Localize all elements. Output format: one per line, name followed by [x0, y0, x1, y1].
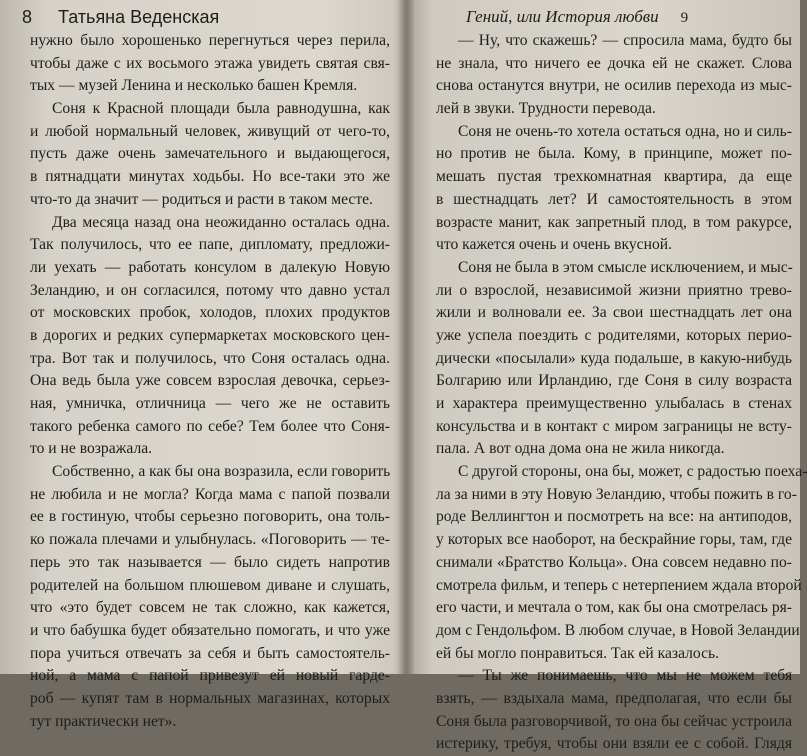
- text-line: ли о взрослой, независимой жизни приятно трево-: [436, 281, 792, 299]
- text-line: Два месяца назад она неожиданно осталась одна.: [52, 213, 390, 231]
- right-running-head: [466, 4, 688, 30]
- text-line: не знала, что ничего ее дочка ей не скажет. Слова: [436, 54, 792, 72]
- text-line: взять, — вздыхала мама, предполагая, что если бы: [436, 689, 792, 707]
- text-line: тут практически нет».: [30, 712, 177, 730]
- text-line: Соня к Красной площади была равнодушна, как: [52, 100, 390, 118]
- text-line: что кажется очень и очень вкусной.: [436, 236, 672, 254]
- right-book-title: Гений, или История любви: [466, 7, 659, 26]
- right-page: [410, 0, 807, 753]
- text-line: не любила и не могла? Когда мама с папой позвали: [30, 485, 390, 503]
- text-line: — Ну, что скажешь? — спросила мама, будто бы: [458, 32, 792, 49]
- text-line: пала. А вот одна дома она не жила никогда.: [436, 440, 725, 458]
- text-line: родителей на большом плюшевом диване и слушать,: [30, 576, 390, 594]
- text-line: и характера преимущественно улыбалась в стенах: [436, 395, 792, 412]
- left-page-text: [30, 30, 390, 733]
- text-line: смотрела фильм, и теперь с нетерпением ждала второй: [436, 576, 802, 594]
- text-line: то и не возражала.: [30, 440, 153, 458]
- text-line: ко пожала плечами и улыбнулась. «Поговорить — те-: [30, 531, 390, 549]
- left-running-head: [22, 4, 219, 30]
- text-line: от московских пробок, холодов, плохих продуктов: [30, 304, 390, 322]
- text-line: и что бабушка будет обязательно помогать, и что уже: [30, 621, 390, 639]
- left-page: [0, 0, 402, 730]
- text-line: чтобы даже с их восьмого этажа увидеть святая свя-: [30, 54, 390, 72]
- text-line: в пятнадцати минутах ходьбы. Но все-таки это же: [30, 168, 390, 186]
- text-line: Болгарию или Ирландию, где Соня в силу возраста: [436, 372, 792, 390]
- text-line: такого ребенка самого по себе? Тем более что Соня-: [30, 417, 390, 435]
- text-line: лей в звуки. Трудности перевода.: [436, 100, 656, 118]
- text-line: Собственно, а как бы она возразила, если говорить: [52, 463, 391, 481]
- text-line: дом с Гендольфом. В любом случае, в Новой Зеландии: [436, 621, 800, 639]
- text-line: Зеландию, и он согласился, потому что давно устал: [30, 281, 390, 299]
- text-line: ла за ними в эту Новую Зеландию, чтобы пожить в го-: [436, 485, 797, 503]
- text-line: дически «посылали» куда подальше, в какую-нибудь: [436, 349, 792, 367]
- text-line: перь это так называется — было сидеть напротив: [30, 553, 390, 571]
- text-line: Соня не очень-то хотела остаться одна, но и силь-: [458, 122, 792, 140]
- text-line: что-то да значит — родиться и расти в таком месте.: [30, 190, 373, 208]
- text-line: истерику, требуя, чтобы они взяли ее с собой. Глядя: [436, 735, 792, 753]
- text-line: роде Веллингтон и посмотреть на все: на антиподов,: [436, 508, 792, 526]
- right-page-number: 9: [680, 10, 689, 26]
- text-line: Соня не была в этом смысле исключением, и мыс-: [458, 258, 793, 276]
- text-line: снова останутся внутри, не осилив перехода из мыс-: [436, 77, 792, 95]
- text-line: и любой нормальный человек, живущий от чего-то,: [30, 122, 390, 140]
- text-line: жили и волновали ее. За свои шестнадцать лет она: [436, 304, 792, 322]
- text-line: в шестнадцать лет? И самостоятельность в этом: [436, 190, 792, 208]
- text-line: что «это будет совсем не так сложно, как кажется,: [30, 599, 390, 617]
- left-author-name: Татьяна Веденская: [58, 7, 220, 27]
- text-line: снимали «Братство Кольца». Она совсем недавно по-: [436, 553, 792, 571]
- text-line: ная, умничка, отличница — чего же не оставить: [30, 395, 390, 412]
- text-line: возрасте манит, как запретный плод, в том ракурсе,: [436, 213, 792, 231]
- text-line: но против не была. Кому, в принципе, может по-: [436, 145, 792, 163]
- text-line: ей бы могло понравиться. Так ей казалось.: [436, 644, 720, 662]
- text-line: тых — музей Ленина и несколько башен Кремля.: [30, 77, 358, 95]
- text-line: у которых все наоборот, на бескрайние горы, там, где: [436, 531, 792, 549]
- text-line: его части, и мечтала о том, как бы она смотрелась ря-: [436, 599, 792, 617]
- text-line: в дорогих и редких супермаркетах московского цен-: [30, 326, 390, 344]
- text-line: консульства и в контакт с миром заграницы не всту-: [436, 417, 792, 435]
- right-page-text: [436, 30, 807, 756]
- left-page-number: 8: [22, 7, 33, 27]
- text-line: пусть даже очень замечательного и выдающегося,: [30, 145, 390, 163]
- text-line: нужно было хорошенько перегнуться через перила,: [30, 32, 390, 49]
- text-line: уже успела поездить с родителями, которых перио-: [436, 326, 792, 344]
- text-line: ее в гостиную, чтобы серьезно поговорить, она толь-: [30, 508, 390, 526]
- text-line: ной, а мама с папой привезут ей новый гарде-: [30, 667, 390, 685]
- text-line: Соня была разговорчивой, то она бы сейчас устроила: [436, 712, 792, 730]
- text-line: мешать пустая трехкомнатная квартира, да еще: [436, 168, 792, 186]
- text-line: пора учиться отвечать за себя и быть самостоятель-: [30, 644, 390, 662]
- text-line: тра. Вот так и получилось, что Соня осталась одна.: [30, 349, 390, 367]
- text-line: ли уехать — работать консулом в далекую Новую: [30, 258, 390, 276]
- text-line: — Ты же понимаешь, что мы не можем тебя: [458, 667, 792, 685]
- text-line: роб — купят там в нормальных магазинах, которых: [30, 689, 390, 707]
- text-line: Так получилось, что ее папе, дипломату, предложи-: [30, 236, 390, 254]
- text-line: Она ведь была уже совсем взрослая девочка, серьез-: [30, 372, 390, 390]
- text-line: С другой стороны, она бы, может, с радостью поеха-: [458, 463, 807, 481]
